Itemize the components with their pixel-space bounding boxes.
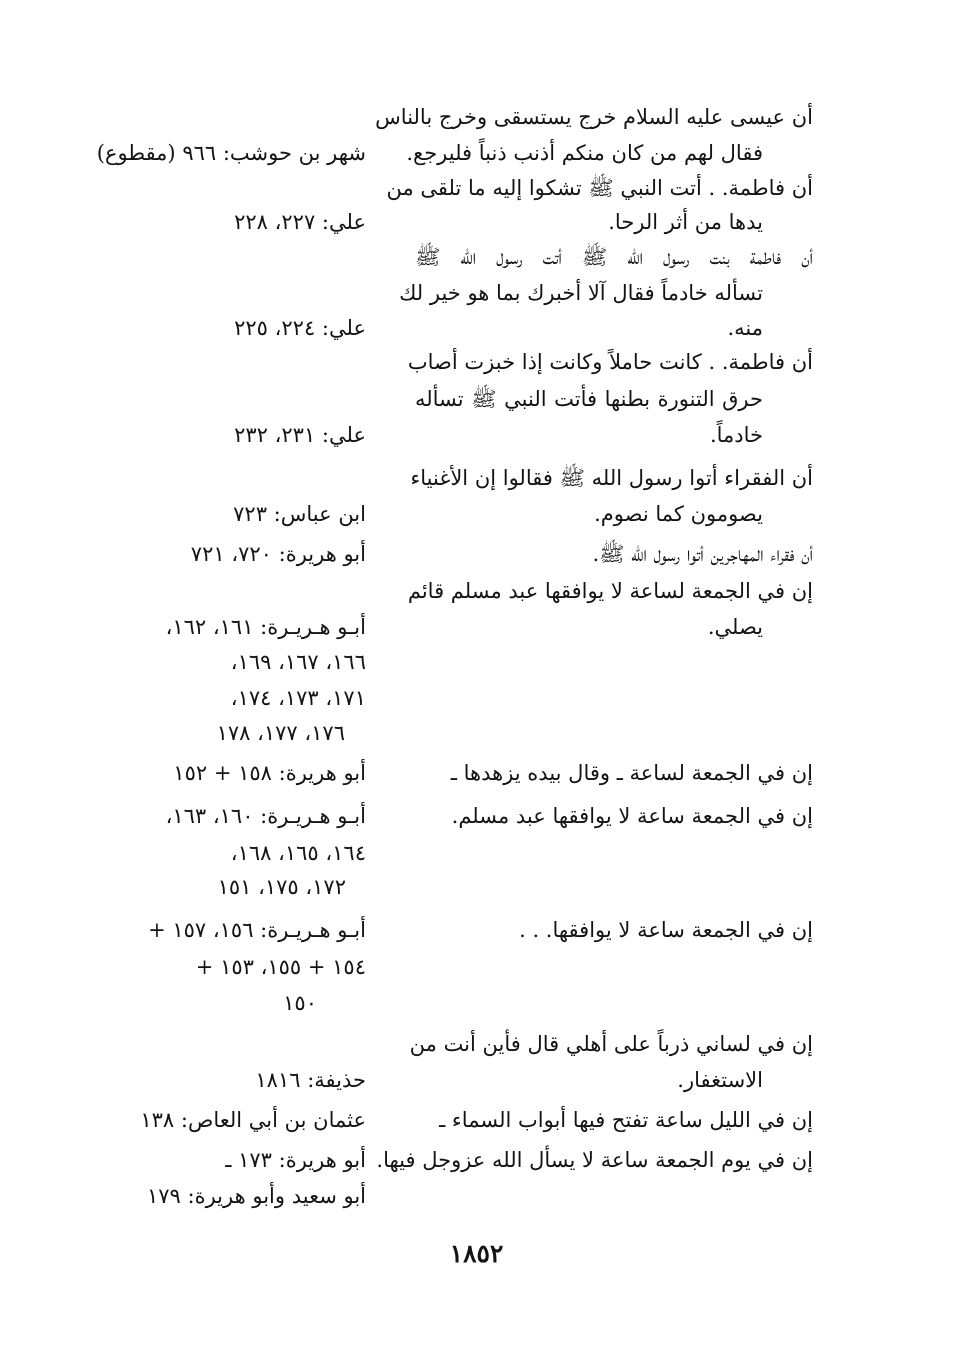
entry-text-line: يدها من أثر الرحا. <box>608 210 763 234</box>
entry-reference: ١٦٦، ١٦٧، ١٦٩، <box>230 650 366 674</box>
page-number: ١٨٥٢ <box>449 1239 504 1268</box>
entry-reference: ١٥٤ + ١٥٥، ١٥٣ + <box>195 955 366 979</box>
entry-reference: أبـو هـريـرة: ١٦٠، ١٦٣، <box>165 804 366 828</box>
entry-reference: علي: ٢٢٤، ٢٢٥ <box>234 316 366 340</box>
entry-text-line: إن في يوم الجمعة ساعة لا يسأل الله عزوجل فيها. <box>376 1148 813 1172</box>
entry-reference: أبو هريرة: ٧٢٠، ٧٢١ <box>190 542 366 566</box>
entry-text-line: أن فاطمة. . كانت حاملاً وكانت إذا خبزت أصاب <box>407 350 813 374</box>
entry-text-line: الاستغفار. <box>677 1068 763 1092</box>
entry-text-line: يصومون كما نصوم. <box>594 502 763 526</box>
entry-text-line: منه. <box>727 316 763 340</box>
entry-text-line: إن في الليل ساعة تفتح فيها أبواب السماء ـ <box>439 1108 813 1132</box>
entry-text-line: يصلي. <box>707 615 763 639</box>
entry-text-line: أن عيسى عليه السلام خرج يستسقى وخرج بالناس <box>375 105 813 129</box>
entry-text-line: إن في الجمعة ساعة لا يوافقها عبد مسلم. <box>451 804 813 828</box>
entry-reference: ١٧٢، ١٧٥، ١٥١ <box>217 875 346 899</box>
entry-text-line: أن فاطمة بنت رسول الله ﷺ أتت رسول الله ﷺ <box>415 245 813 269</box>
entry-reference: ١٦٤، ١٦٥، ١٦٨، <box>230 841 366 865</box>
entry-text-line: تسأله خادماً فقال آلا أخبرك بما هو خير لك <box>399 281 763 305</box>
entry-text-line: فقال لهم من كان منكم أذنب ذنباً فليرجع. <box>406 141 763 165</box>
entry-reference: ١٥٠ <box>283 991 317 1015</box>
entry-text-line: أن فقراء المهاجرين أتوا رسول الله ﷺ. <box>592 542 813 566</box>
entry-reference: أبو سعيد وأبو هريرة: ١٧٩ <box>147 1184 366 1208</box>
entry-reference: أبـو هـريـرة: ١٦١، ١٦٢، <box>165 615 366 639</box>
entry-reference: ابن عباس: ٧٢٣ <box>233 502 366 526</box>
entry-reference: علي: ٢٣١، ٢٣٢ <box>234 423 366 447</box>
entry-text-line: إن في الجمعة لساعة لا يوافقها عبد مسلم قائم <box>407 579 813 603</box>
entry-text-line: إن في الجمعة لساعة ـ وقال بيده يزهدها ـ <box>450 761 813 785</box>
entry-reference: ١٧١، ١٧٣، ١٧٤، <box>230 686 366 710</box>
entry-text-line: خادماً. <box>709 423 763 447</box>
entry-reference: حذيفة: ١٨١٦ <box>255 1068 366 1092</box>
entry-reference: أبـو هـريـرة: ١٥٦، ١٥٧ + <box>148 918 366 942</box>
entry-reference: أبو هريرة: ١٥٨ + ١٥٢ <box>173 761 366 785</box>
entry-text-line: إن في الجمعة ساعة لا يوافقها. . . <box>519 918 813 942</box>
entry-text-line: إن في لساني ذرباً على أهلي قال فأين أنت من <box>409 1032 813 1056</box>
entry-reference: ١٧٦، ١٧٧، ١٧٨ <box>216 721 345 745</box>
entry-text-line: حرق التنورة بطنها فأتت النبي ﷺ تسأله <box>415 387 763 411</box>
entry-reference: شهر بن حوشب: ٩٦٦ (مقطوع) <box>96 141 366 165</box>
entry-reference: عثمان بن أبي العاص: ١٣٨ <box>140 1108 366 1132</box>
entry-reference: أبو هريرة: ١٧٣ ـ <box>225 1148 366 1172</box>
entry-text-line: أن الفقراء أتوا رسول الله ﷺ فقالوا إن الأغنياء <box>410 466 813 490</box>
entry-reference: علي: ٢٢٧، ٢٢٨ <box>234 210 366 234</box>
entry-text-line: أن فاطمة. . أتت النبي ﷺ تشكوا إليه ما تلقى من <box>386 176 813 200</box>
